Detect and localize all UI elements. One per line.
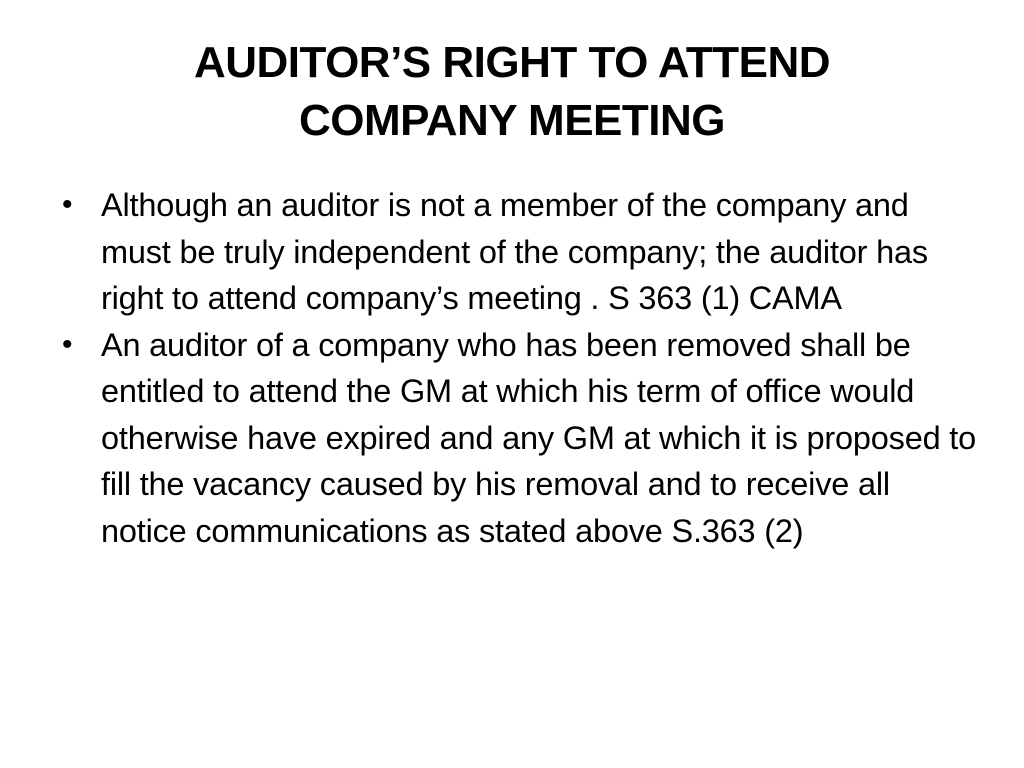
slide-title — [60, 34, 964, 150]
bullet-text: An auditor of a company who has been removed shall be entitled to attend the GM at which his term of office would otherwise have expired and any GM at which it is proposed to fill the vacancy caused by his removal and to receive all notice communications as stated above S.363 (2) — [101, 326, 977, 549]
bullet-text: Although an auditor is not a member of the company and must be truly independent of the company; the auditor has right to attend company’s meeting . S 363 (1) CAMA — [101, 187, 928, 316]
bullet-marker: • — [62, 327, 73, 361]
slide-title-line-2: COMPANY MEETING — [298, 96, 725, 145]
slide-title-line-1: AUDITOR’S RIGHT TO ATTEND — [193, 38, 831, 87]
bullet-item — [56, 182, 976, 322]
bullet-marker: • — [62, 188, 73, 221]
bullet-item — [56, 322, 976, 555]
bullet-list — [56, 182, 976, 554]
